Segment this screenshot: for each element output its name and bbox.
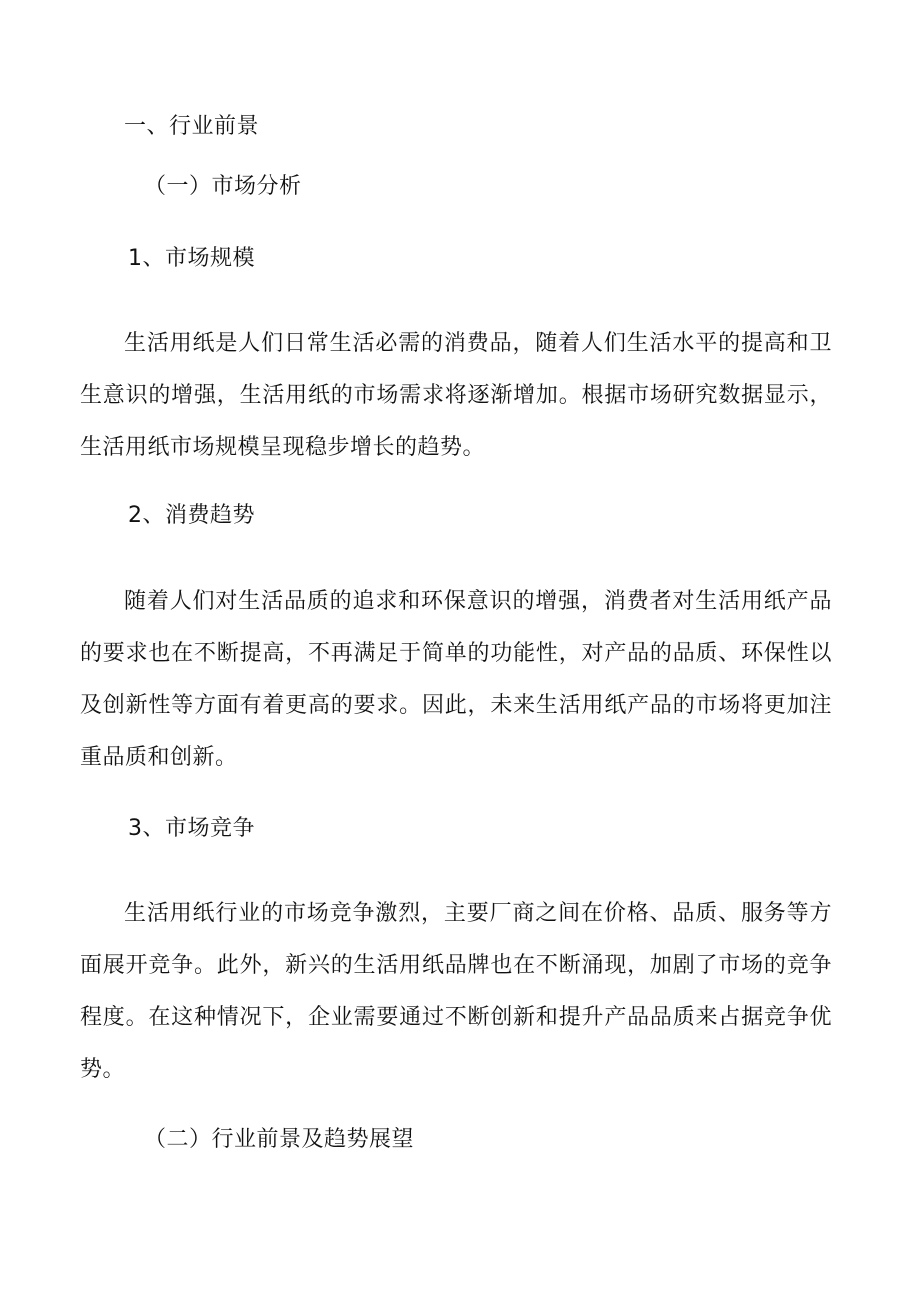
subsection-heading-market-competition: 3、市场竞争 <box>128 816 255 841</box>
paragraph-market-competition: 生活用纸行业的市场竞争激烈，主要厂商之间在价格、品质、服务等方面展开竞争。此外，新兴的生活用纸品牌也在不断涌现，加剧了市场的竞争程度。在这种情况下，企业需要通过不断创新和提升产品品质来占据竞争优势。 <box>80 901 832 1082</box>
paragraph-market-size: 生活用纸是人们日常生活必需的消费品，随着人们生活水平的提高和卫生意识的增强，生活用纸的市场需求将逐渐增加。根据市场研究数据显示，生活用纸市场规模呈现稳步增长的趋势。 <box>80 331 832 460</box>
subsection-heading-consumption-trend: 2、消费趋势 <box>128 503 255 528</box>
section-heading-market-analysis: （一）市场分析 <box>144 174 302 199</box>
subsection-heading-market-size: 1、市场规模 <box>128 246 255 271</box>
paragraph-consumption-trend: 随着人们对生活品质的追求和环保意识的增强，消费者对生活用纸产品的要求也在不断提高，不再满足于简单的功能性，对产品的品质、环保性以及创新性等方面有着更高的要求。因此，未来生活用纸产品的市场将更加注重品质和创新。 <box>80 589 832 770</box>
chapter-heading: 一、行业前景 <box>124 114 260 139</box>
section-heading-industry-outlook: （二）行业前景及趋势展望 <box>144 1127 415 1152</box>
